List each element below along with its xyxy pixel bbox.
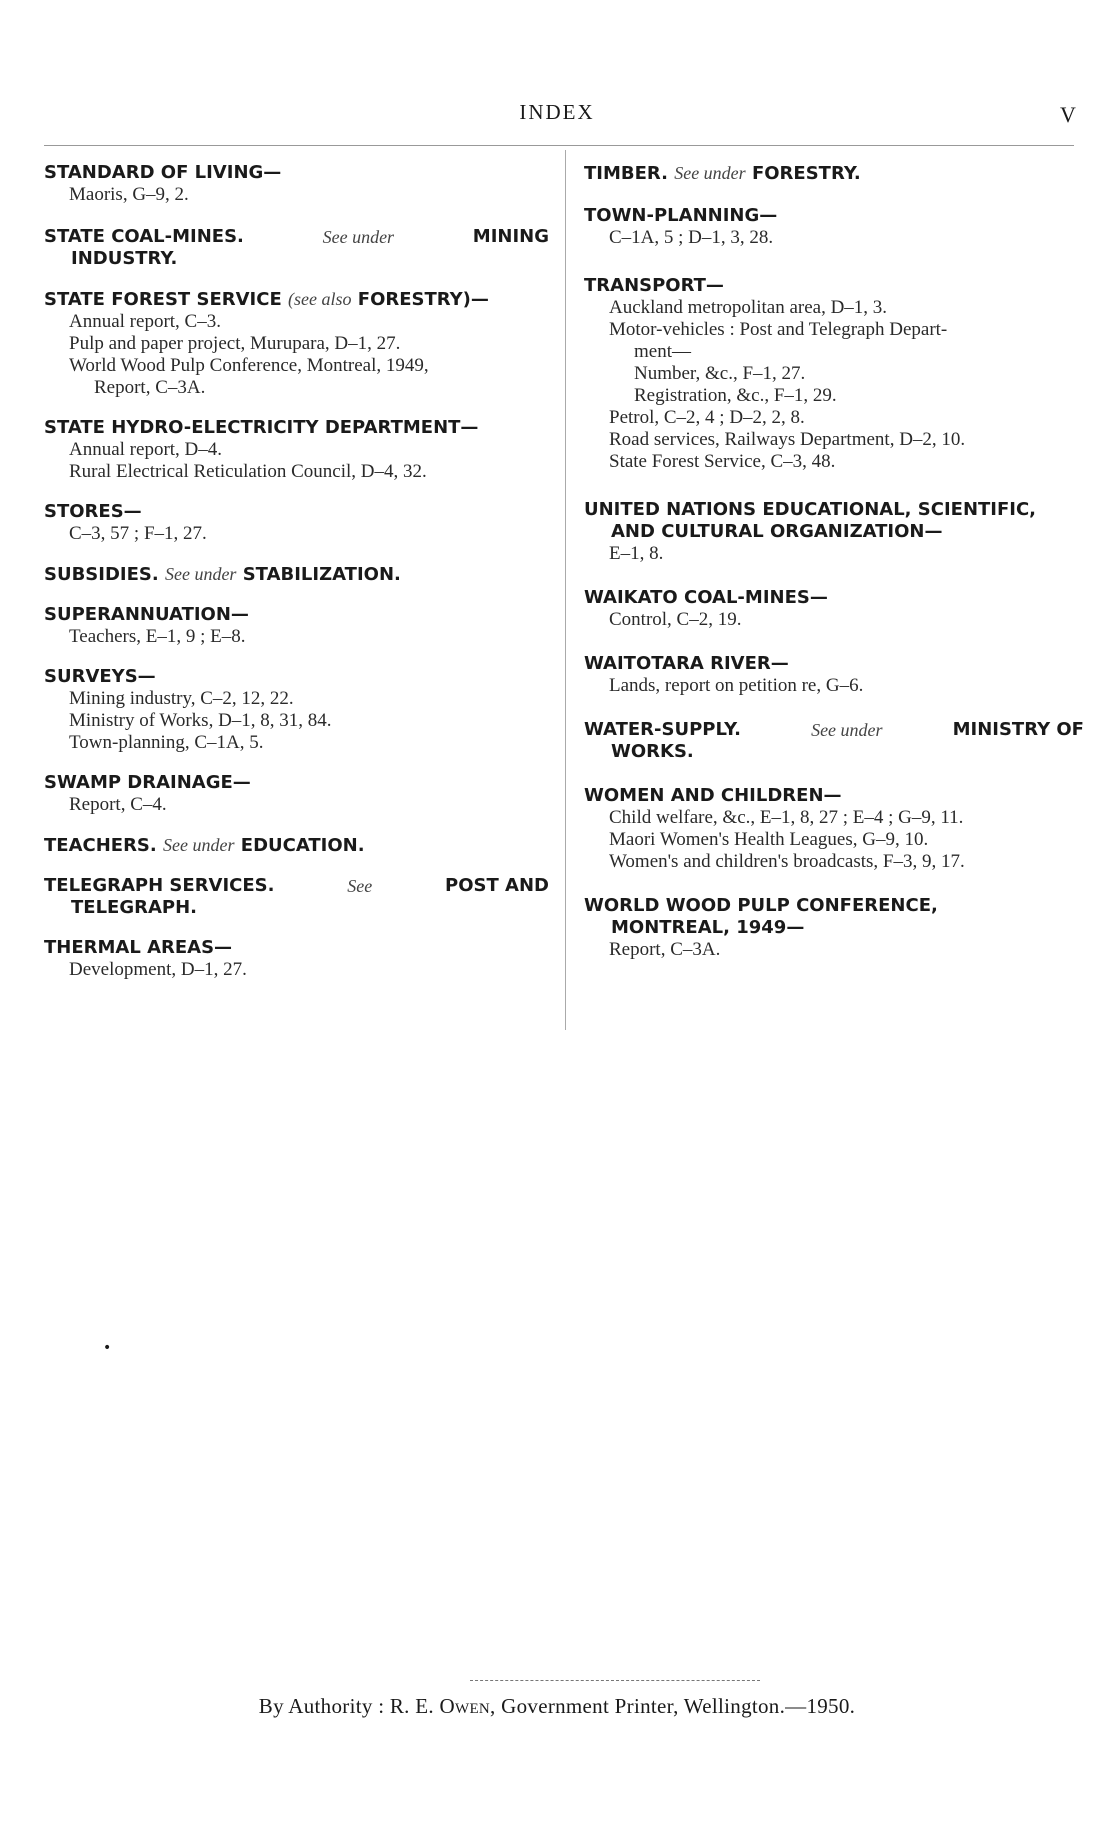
entry-subline: Annual report, D–4. bbox=[69, 439, 223, 460]
entry-heading bbox=[584, 895, 1084, 939]
entry-subline: Rural Electrical Reticulation Council, D–4, 32. bbox=[69, 461, 427, 482]
index-entry bbox=[44, 288, 549, 399]
index-entry bbox=[584, 895, 1084, 961]
entry-subline: Development, D–1, 27. bbox=[69, 959, 247, 980]
entry-heading bbox=[44, 501, 549, 523]
entry-subline: Report, C–3A. bbox=[609, 939, 721, 960]
entry-subline: Mining industry, C–2, 12, 22. bbox=[69, 688, 294, 709]
index-entry bbox=[584, 275, 1084, 473]
heading-target: EDUCATION. bbox=[234, 835, 365, 856]
heading-term: TOWN-PLANNING— bbox=[584, 205, 778, 226]
index-entry bbox=[584, 719, 1084, 763]
heading-term: WAITOTARA RIVER— bbox=[584, 653, 789, 674]
entry-subline: Report, C–4. bbox=[69, 794, 167, 815]
entry-subline: C–3, 57 ; F–1, 27. bbox=[69, 523, 207, 544]
entry-subline: Maoris, G–9, 2. bbox=[69, 184, 189, 205]
entry-subline-indented: Report, C–3A. bbox=[94, 377, 206, 398]
heading-term: STATE HYDRO-ELECTRICITY DEPARTMENT— bbox=[44, 417, 479, 438]
right-column bbox=[584, 162, 1084, 961]
heading-target: POST AND bbox=[445, 875, 549, 896]
entry-subline-indented: ment— bbox=[634, 341, 691, 362]
index-entry bbox=[584, 205, 1084, 249]
entry-heading bbox=[44, 563, 549, 586]
entry-subline: Motor-vehicles : Post and Telegraph Depart- bbox=[609, 319, 948, 340]
index-entry bbox=[584, 499, 1084, 565]
header-rule bbox=[44, 145, 1074, 146]
entry-heading bbox=[584, 162, 1084, 185]
imprint-suffix: , Government Printer, Wellington.—1950. bbox=[490, 1694, 856, 1718]
entry-subline: Road services, Railways Department, D–2, 10. bbox=[609, 429, 966, 450]
entry-subline: Control, C–2, 19. bbox=[609, 609, 742, 630]
page-number: V bbox=[1060, 102, 1076, 127]
entry-heading bbox=[44, 875, 549, 919]
left-column bbox=[44, 162, 549, 981]
stray-mark: • bbox=[103, 1340, 112, 1356]
entry-subline: Pulp and paper project, Murupara, D–1, 27. bbox=[69, 333, 401, 354]
entry-heading bbox=[44, 226, 549, 270]
index-entry bbox=[44, 604, 549, 648]
heading-term: STATE FOREST SERVICE bbox=[44, 289, 289, 310]
heading-term: THERMAL AREAS— bbox=[44, 937, 233, 958]
index-entry bbox=[44, 162, 549, 206]
entry-subline: State Forest Service, C–3, 48. bbox=[609, 451, 836, 472]
heading-target: FORESTRY)— bbox=[351, 289, 489, 310]
imprint-prefix: By Authority : R. E. bbox=[258, 1694, 440, 1718]
imprint-footer bbox=[0, 1694, 1114, 1719]
entry-heading bbox=[44, 288, 549, 311]
heading-target: MINING bbox=[472, 226, 549, 247]
index-entry bbox=[584, 162, 1084, 185]
entry-subline: Auckland metropolitan area, D–1, 3. bbox=[609, 297, 888, 318]
entry-heading bbox=[584, 205, 1084, 227]
heading-continuation: WORKS. bbox=[611, 741, 694, 762]
heading-target: MINISTRY OF bbox=[952, 719, 1084, 740]
heading-term: STORES— bbox=[44, 501, 142, 522]
entry-subline-indented: Registration, &c., F–1, 29. bbox=[634, 385, 837, 406]
heading-continuation: MONTREAL, 1949— bbox=[611, 917, 805, 938]
heading-term: SUBSIDIES. bbox=[44, 564, 165, 585]
see-reference: See under bbox=[164, 564, 237, 584]
heading-term: SWAMP DRAINAGE— bbox=[44, 772, 251, 793]
heading-term: WATER-SUPPLY. bbox=[584, 719, 742, 740]
index-entry bbox=[44, 501, 549, 545]
see-reference: (see also bbox=[288, 289, 352, 309]
heading-term: UNITED NATIONS EDUCATIONAL, SCIENTIFIC, bbox=[584, 499, 1037, 520]
entry-heading bbox=[584, 275, 1084, 297]
entry-heading bbox=[44, 666, 549, 688]
entry-subline: Child welfare, &c., E–1, 8, 27 ; E–4 ; G–9, 11. bbox=[609, 807, 964, 828]
index-entry bbox=[44, 834, 549, 857]
heading-term: WOMEN AND CHILDREN— bbox=[584, 785, 842, 806]
entry-subline: Petrol, C–2, 4 ; D–2, 2, 8. bbox=[609, 407, 805, 428]
entry-subline: Maori Women's Health Leagues, G–9, 10. bbox=[609, 829, 929, 850]
heading-continuation: AND CULTURAL ORGANIZATION— bbox=[611, 521, 943, 542]
heading-term: SURVEYS— bbox=[44, 666, 156, 687]
index-entry bbox=[584, 587, 1084, 631]
see-reference: See under bbox=[163, 835, 235, 855]
heading-term: TELEGRAPH SERVICES. bbox=[44, 875, 275, 896]
index-entry bbox=[44, 666, 549, 754]
index-entry bbox=[584, 653, 1084, 697]
entry-heading-row bbox=[44, 875, 549, 897]
entry-heading bbox=[584, 499, 1084, 543]
page-title: INDEX bbox=[519, 100, 595, 124]
index-entry bbox=[44, 772, 549, 816]
printer-name: Owen bbox=[439, 1694, 491, 1718]
heading-target: FORESTRY. bbox=[745, 163, 861, 184]
entry-heading-row bbox=[584, 719, 1084, 741]
heading-continuation: TELEGRAPH. bbox=[71, 897, 197, 918]
index-entry bbox=[44, 937, 549, 981]
heading-term: TRANSPORT— bbox=[584, 275, 724, 296]
index-entry bbox=[44, 875, 549, 919]
entry-heading bbox=[44, 834, 549, 857]
column-divider bbox=[565, 150, 566, 1030]
see-reference: See bbox=[347, 876, 373, 896]
heading-continuation: INDUSTRY. bbox=[71, 248, 178, 269]
entry-heading bbox=[44, 162, 549, 184]
entry-heading bbox=[584, 587, 1084, 609]
index-entry bbox=[44, 226, 549, 270]
entry-heading bbox=[44, 604, 549, 626]
index-entry bbox=[44, 417, 549, 483]
entry-heading bbox=[44, 772, 549, 794]
entry-heading bbox=[44, 417, 549, 439]
index-entry bbox=[584, 785, 1084, 873]
heading-term: STANDARD OF LIVING— bbox=[44, 162, 282, 183]
entry-subline-indented: Number, &c., F–1, 27. bbox=[634, 363, 806, 384]
heading-term: STATE COAL-MINES. bbox=[44, 226, 244, 247]
entry-subline: Lands, report on petition re, G–6. bbox=[609, 675, 864, 696]
entry-heading-row bbox=[44, 226, 549, 248]
entry-subline: Ministry of Works, D–1, 8, 31, 84. bbox=[69, 710, 332, 731]
heading-term: TIMBER. bbox=[584, 163, 675, 184]
see-reference: See under bbox=[811, 720, 883, 740]
heading-term: SUPERANNUATION— bbox=[44, 604, 249, 625]
entry-subline: Teachers, E–1, 9 ; E–8. bbox=[69, 626, 246, 647]
entry-heading bbox=[584, 719, 1084, 763]
see-reference: See under bbox=[674, 163, 746, 183]
entry-subline: Annual report, C–3. bbox=[69, 311, 221, 332]
entry-subline: Women's and children's broadcasts, F–3, 9, 17. bbox=[609, 851, 965, 872]
entry-subline: E–1, 8. bbox=[609, 543, 664, 564]
index-entry bbox=[44, 563, 549, 586]
entry-subline: C–1A, 5 ; D–1, 3, 28. bbox=[609, 227, 774, 248]
entry-subline: World Wood Pulp Conference, Montreal, 1949, bbox=[69, 355, 429, 376]
see-reference: See under bbox=[322, 227, 395, 247]
heading-term: TEACHERS. bbox=[44, 835, 164, 856]
heading-term: WORLD WOOD PULP CONFERENCE, bbox=[584, 895, 938, 916]
entry-heading bbox=[584, 785, 1084, 807]
entry-heading bbox=[44, 937, 549, 959]
footer-rule bbox=[470, 1680, 760, 1681]
entry-subline: Town-planning, C–1A, 5. bbox=[69, 732, 264, 753]
entry-heading bbox=[584, 653, 1084, 675]
heading-term: WAIKATO COAL-MINES— bbox=[584, 587, 828, 608]
heading-target: STABILIZATION. bbox=[236, 564, 401, 585]
